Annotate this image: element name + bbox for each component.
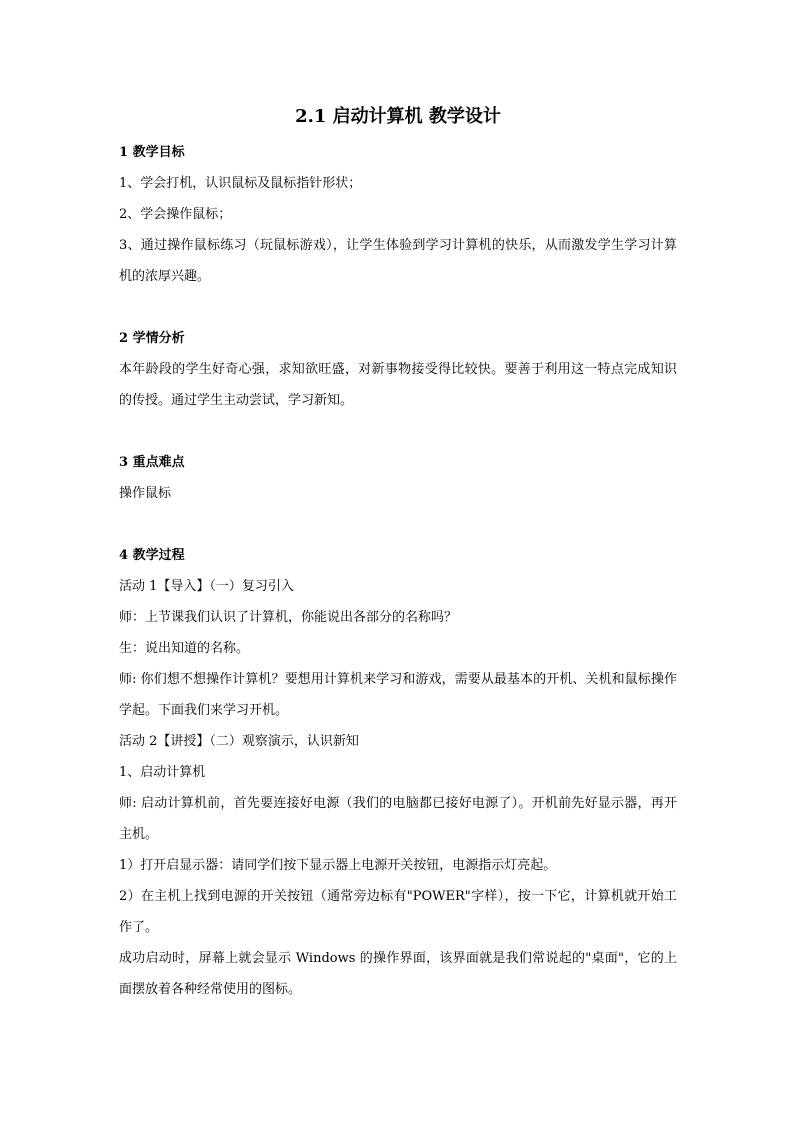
section-spacer [119, 416, 677, 447]
paragraph: 2）在主机上找到电源的开关按钮（通常旁边标有"POWER"字样），按一下它，计算机就开始工作了。 [119, 889, 677, 935]
paragraph: 操作鼠标 [119, 486, 172, 501]
section-teaching-process [119, 540, 677, 1005]
paragraph: 活动 2【讲授】（二）观察演示，认识新知 [119, 734, 359, 749]
section-heading: 3 重点难点 [119, 455, 185, 470]
paragraph: 1、学会打机，认识鼠标及鼠标指针形状； [119, 176, 362, 191]
paragraph: 1、启动计算机 [119, 765, 206, 780]
section-heading: 1 教学目标 [119, 145, 185, 160]
section-heading: 2 学情分析 [119, 331, 185, 346]
paragraph: 活动 1【导入】（一）复习引入 [119, 579, 294, 594]
section-teaching-goals [119, 137, 677, 292]
paragraph: 1）打开启显示器：请同学们按下显示器上电源开关按钮，电源指示灯亮起。 [119, 858, 557, 873]
section-key-points [119, 447, 677, 509]
section-heading: 4 教学过程 [119, 548, 185, 563]
paragraph: 师：上节课我们认识了计算机，你能说出各部分的名称吗？ [119, 610, 458, 625]
paragraph: 师: 启动计算机前，首先要连接好电源（我们的电脑都已接好电源了）。开机前先好显示器，再开主机。 [119, 796, 677, 842]
paragraph: 本年龄段的学生好奇心强，求知欲旺盛，对新事物接受得比较快。要善于利用这一特点完成知识的传授。通过学生主动尝试，学习新知。 [119, 362, 677, 408]
paragraph: 成功启动时，屏幕上就会显示 Windows 的操作界面，该界面就是我们常说起的"桌面"，它的上面摆放着各种经常使用的图标。 [119, 951, 677, 997]
paragraph: 2、学会操作鼠标； [119, 207, 232, 222]
section-student-analysis [119, 323, 677, 416]
document-body [119, 103, 677, 1005]
section-spacer [119, 292, 677, 323]
paragraph: 生：说出知道的名称。 [119, 641, 250, 656]
document-title: 2.1 启动计算机 教学设计 [295, 106, 501, 127]
paragraph: 3、通过操作鼠标练习（玩鼠标游戏），让学生体验到学习计算机的快乐，从而激发学生学习计算机的浓厚兴趣。 [119, 238, 677, 284]
section-spacer [119, 509, 677, 540]
paragraph: 师: 你们想不想操作计算机？要想用计算机来学习和游戏，需要从最基本的开机、关机和鼠标操作学起。下面我们来学习开机。 [119, 672, 677, 718]
